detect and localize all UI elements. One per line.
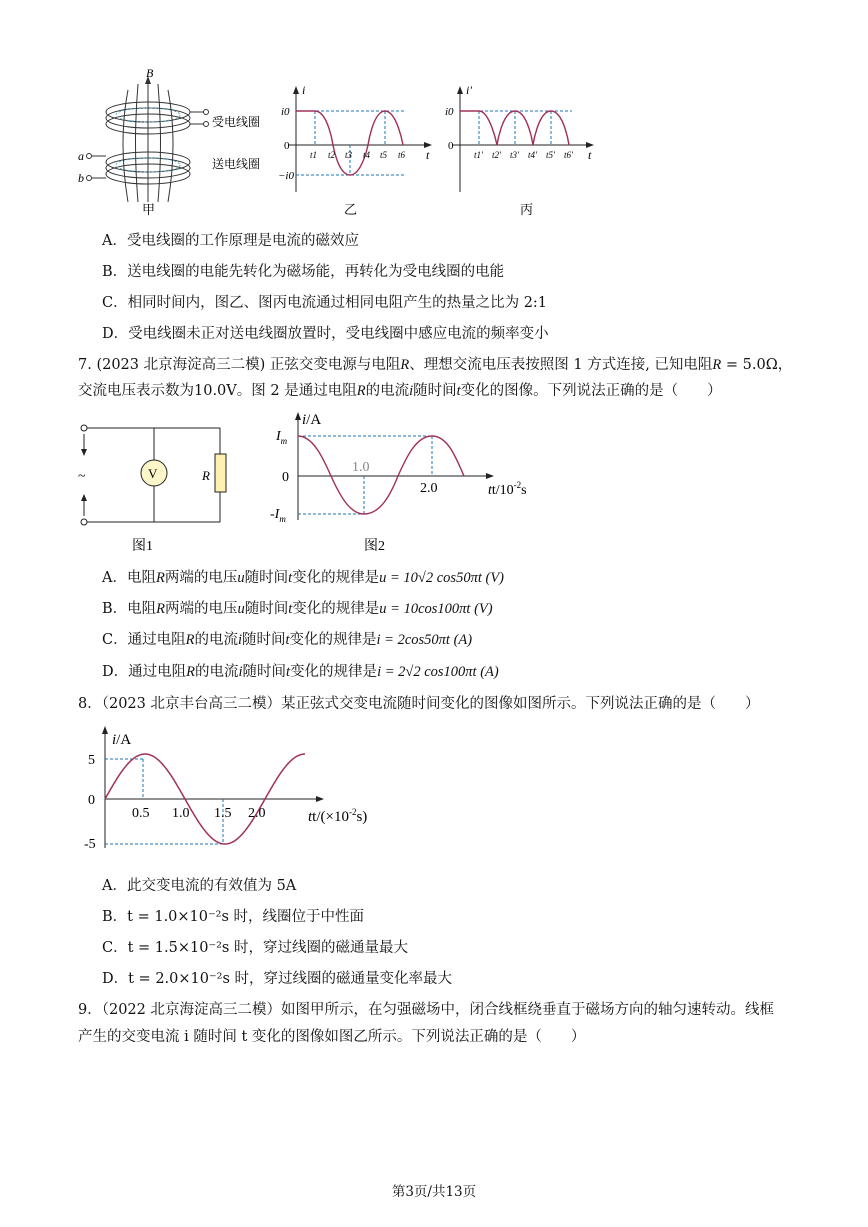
yi-tick-3: t3 (345, 150, 353, 160)
q6-option-a: A．受电线圈的工作原理是电流的磁效应 (102, 233, 359, 249)
q8-ylabel: i/A (112, 732, 132, 748)
sending-coil-label: 送电线圈 (212, 157, 261, 171)
bing-tick-6: t6' (564, 150, 573, 160)
q9-stem-line2: 产生的交变电流 i 随时间 t 变化的图像如图乙所示。下列说法正确的是（ ） (78, 1029, 586, 1045)
q9-stem-line1: 9．（2022 北京海淀高三二模）如图甲所示，在匀强磁场中，闭合线框绕垂直于磁场方向的轴匀速转动。线框 (78, 1002, 774, 1018)
figure-yi-sine (278, 82, 438, 217)
yi-tick-6: t6 (398, 150, 406, 160)
bing-t-label: t (588, 148, 592, 162)
q8-option-d: D．t = 2.0×10⁻²s 时，穿过线圈的磁通量变化率最大 (102, 971, 452, 987)
bing-tick-1: t1' (474, 150, 483, 160)
yi-negi0-label: −i0 (278, 170, 294, 182)
fig2-xlabel: $tt/10^{-2}s$ (488, 480, 527, 498)
bing-i-label: i' (466, 83, 472, 97)
figure-jia-coils (78, 62, 261, 217)
figure-2-current-graph (268, 408, 548, 556)
q8-stem: 8．（2023 北京丰台高三二模）某正弦式交变电流随时间变化的图像如图所示。下列说法正确的是（ ） (78, 696, 760, 712)
q7-stem-line2: 交流电压表示数为10.0V。图 2 是通过电阻R的电流i随时间t变化的图像。下列说法正确的是（ ） (78, 383, 722, 399)
yi-tick-5: t5 (380, 150, 388, 160)
q8-option-a: A．此交变电流的有效值为 5A (102, 878, 297, 894)
figure-2-caption: 图2 (364, 539, 385, 554)
q8-y-5: 5 (88, 753, 95, 768)
q8-y-0: 0 (88, 793, 95, 808)
figure-bing-caption: 丙 (520, 202, 534, 217)
q6-option-c: C．相同时间内，图乙、图丙电流通过相同电阻产生的热量之比为 2:1 (102, 295, 548, 311)
bing-tick-3: t3' (510, 150, 519, 160)
yi-t-label: t (426, 148, 430, 162)
q7-option-a: A．电阻R两端的电压u随时间t变化的规律是u = 10√2 cos50πt (V) (102, 570, 505, 586)
yi-i0-label: i0 (281, 106, 290, 118)
figure-yi-caption: 乙 (344, 202, 358, 217)
voltmeter-label: V (148, 466, 158, 481)
fig2-tick-1: 1.0 (352, 460, 370, 475)
q8-option-b: B．t = 1.0×10⁻²s 时，线圈位于中性面 (102, 909, 365, 925)
figure-jia-caption: 甲 (142, 202, 156, 217)
fig2-negIm-label: $-I_m$ (270, 507, 286, 524)
q8-tick-2.0: 2.0 (248, 806, 266, 821)
q7-option-d: D．通过电阻R的电流i随时间t变化的规律是i = 2√2 cos100πt (A) (102, 664, 499, 680)
yi-i-label: i (302, 83, 306, 97)
q8-xlabel: $tt/(\times 10^{-2}s)$ (308, 807, 368, 825)
fig2-ylabel: i/A (302, 412, 322, 428)
bing-tick-4: t4' (528, 150, 537, 160)
figure-1-circuit (70, 418, 240, 558)
q7-option-b: B．电阻R两端的电压u随时间t变化的规律是u = 10cos100πt (V) (102, 601, 493, 617)
yi-tick-4: t4 (363, 150, 371, 160)
yi-tick-2: t2 (328, 150, 336, 160)
q7-stem-line1: 7. (2023 北京海淀高三二模) 正弦交变电源与电阻R、理想交流电压表按照图 1 方式连接, 已知电阻R = 5.0Ω， (78, 357, 793, 373)
fig2-tick-2: 2.0 (420, 481, 438, 496)
resistor-label: R (202, 468, 210, 483)
figure-1-caption: 图1 (132, 539, 153, 554)
terminal-a-label: a (78, 149, 84, 163)
bing-tick-2: t2' (492, 150, 501, 160)
q8-tick-0.5: 0.5 (132, 806, 150, 821)
q8-option-c: C．t = 1.5×10⁻²s 时，穿过线圈的磁通量最大 (102, 940, 408, 956)
yi-tick-1: t1 (310, 150, 318, 160)
ac-source-label: ~ (78, 469, 86, 484)
bing-i0-label: i0 (445, 106, 454, 118)
field-B-label: B (146, 66, 154, 80)
page-footer: 第3页/共13页 (391, 1184, 477, 1200)
q7-option-c: C．通过电阻R的电流i随时间t变化的规律是i = 2cos50πt (A) (102, 632, 473, 648)
q6-option-b: B．送电线圈的电能先转化为磁场能，再转化为受电线圈的电能 (102, 264, 505, 280)
q8-tick-1.5: 1.5 (214, 806, 232, 821)
q6-option-d: D．受电线圈未正对送电线圈放置时，受电线圈中感应电流的频率变小 (102, 326, 549, 342)
fig2-Im-label: $I_m$ (276, 429, 288, 446)
q8-y-neg5: -5 (84, 837, 96, 852)
receiving-coil-label: 受电线圈 (212, 115, 261, 129)
figure-bing-rectified (440, 82, 600, 217)
q8-tick-1.0: 1.0 (172, 806, 190, 821)
bing-zero-label: 0 (448, 140, 454, 152)
terminal-b-label: b (78, 171, 84, 185)
figure-q8-sine-graph (80, 726, 400, 861)
bing-tick-5: t5' (546, 150, 555, 160)
fig2-zero-label: 0 (282, 470, 289, 485)
yi-zero-label: 0 (284, 140, 290, 152)
